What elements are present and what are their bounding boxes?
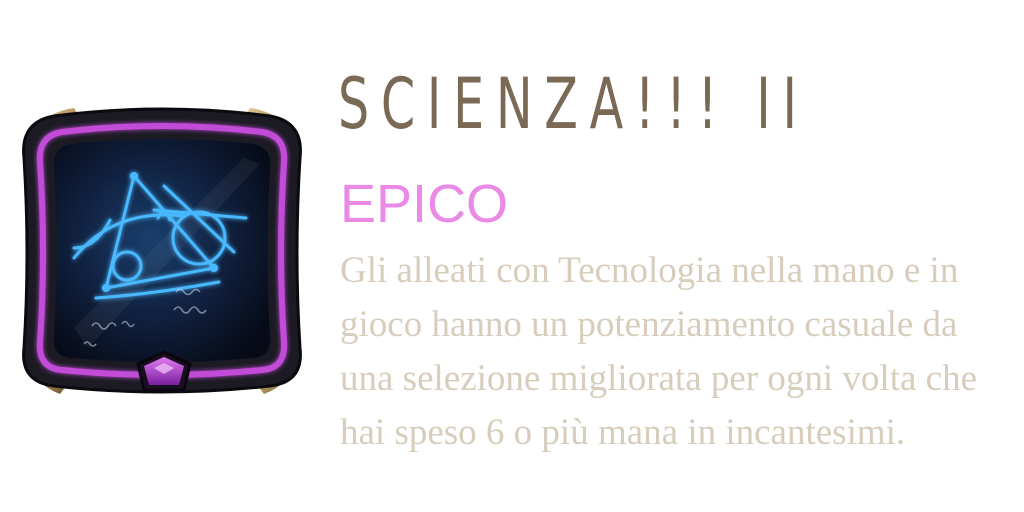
augment-title: SCIENZA!!! II [338,63,809,145]
augment-description: Gli alleati con Tecnologia nella mano e in gioco hanno un potenziamento casuale da una selezione migliorata per ogni volta che hai speso 6 o più mana in incantesimi. [340,250,977,453]
rarity-label: EPICO [340,174,509,234]
augment-icon [14,98,310,410]
science-blueprint-icon [14,98,310,410]
